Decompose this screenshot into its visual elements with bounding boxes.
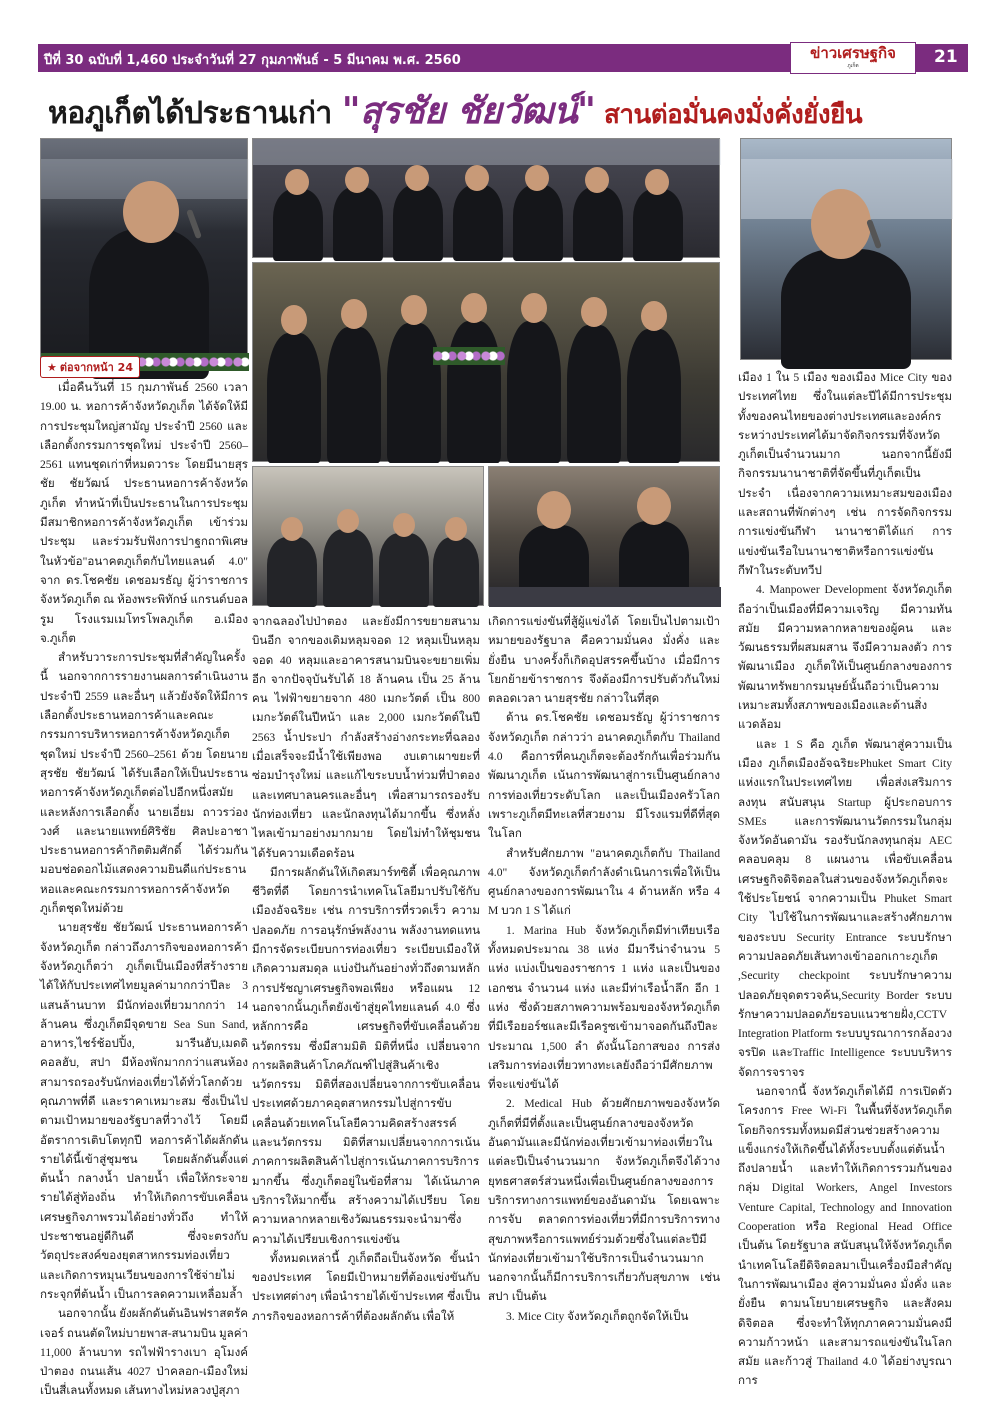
article-column-2 bbox=[252, 612, 480, 1368]
headline-part-1: หอภูเก็ตได้ประธานเก่า bbox=[48, 96, 342, 131]
page-number: 21 bbox=[934, 47, 958, 67]
paragraph: เกิดการแข่งขันที่สู้ผู้แข่งได้ โดยเป็นไปตามเป้าหมายของรัฐบาล คือความมั่นคง มั่งคั่ง และยั่งยืน บางครั้งก็เกิดอุปสรรคขึ้นบ้าง เมื่อมีการโยกย้ายข้าราชการ จึงต้องมีการปรับตัวกันใหม่ตลอดเวลา นายสุรชัย กล่าวในที่สุด bbox=[488, 615, 720, 706]
group-photo-middle bbox=[252, 262, 720, 462]
paragraph: นอกจากนั้น ยังผลักดันต้นอินฟราสตรัคเจอร์ ถนนตัดใหม่บายพาส-สนามบิน มูลค่า 11,000 ล้านบาท รถไฟฟ้ารางเบา อุโมงค์ป่าตอง ถนนเส้น 4027 ป่าคลอก-เมืองใหม่ เป็นสี่เลนทั้งหมด เส้นทางไหม่หลวงปู่สุภา bbox=[40, 1307, 248, 1398]
paragraph: จากฉลองไปป่าตอง และยังมีการขยายสนามบินอีก จากของเดิมหลุมจอด 12 หลุมเป็นหลุมจอด 40 หลุมและอาคารสนามบินจะขยายเพิ่มอีก จากปัจจุบันรับได้ 18 ล้านคน เป็น 25 ล้านคน ไฟฟ้าขยายจาก 480 เมกะวัตต์ เป็น 800 เมกะวัตต์ในปีหน้า และ 2,000 เมกะวัตต์ในปี 2563 น้ำประปา กำลังสร้างอ่างกระทะที่ฉลอง เมื่อเสร็จจะมีน้ำใช้เพียงพอ งบเตาเผาขยะที่ซ่อมบำรุงใหม่ และแก้ไขระบบน้ำท่วมที่ป่าตองและเทศบาลนครและอื่นๆ เพื่อสามารถรองรับนักท่องเที่ยว และนักลงทุนได้มากขึ้น ซึ่งหลั่งไหลเข้ามาอย่างมากมาย โดยไม่ทำให้ชุมชนได้รับความเดือดร้อน bbox=[252, 615, 480, 860]
paragraph: ทั้งหมดเหล่านี้ ภูเก็ตถือเป็นจังหวัด ขั้นนำของประเทศ โดยมีเป้าหมายที่ต้องแข่งขันกับประเทศต่างๆ เพื่อนำรายได้เข้าประเทศ ซึ่งเป็นภารกิจของหอการค้าที่ต้องผลักดัน เพื่อให้ bbox=[252, 1251, 480, 1323]
paragraph: 2. Medical Hub ด้วยศักยภาพของจังหวัดภูเก็ตที่มีที่ตั้งและเป็นศูนย์กลางของจังหวัดอันดามันและมีนักท่องเที่ยวเข้ามาท่องเที่ยวในแต่ละปีเป็นจำนวนมาก จังหวัดภูเก็ตจึงได้วางยุทธศาสตร์ส่วนหนึ่งเพื่อเป็นศูนย์กลางของการบริการทางการแพทย์ของอันดามัน โดยเฉพาะการจับ ตลาดการท่องเที่ยวที่มีการบริการทางสุขภาพหรือการแพทย์ร่วมด้วยซึ่งในแต่ละปีมีนักท่องเที่ยวเข้ามาใช้บริการเป็นจำนวนมาก นอกจากนั้นก็มีการบริการเกี่ยวกับสุขภาพ เช่น สปา เป็นต้น bbox=[488, 1097, 720, 1304]
paragraph: 4. Manpower Development จังหวัดภูเก็ตถือว่าเป็นเมืองที่มีความเจริญ มีความทันสมัย มีความหลากหลายของผู้คน และวัฒนธรรมที่ผสมผสาน จึงมีความลงตัว การพัฒนาเมือง ภูเก็ตให้เป็นศูนย์กลางของการพัฒนาทรัพยากรมนุษย์นั้นถือว่าเป็นความเหมาะสมทั้งสภาพของเมืองและด้านสิ่งแวดล้อม bbox=[738, 583, 952, 732]
headline bbox=[48, 82, 968, 130]
article-column-4 bbox=[738, 368, 952, 1388]
speaker-photo-left bbox=[40, 138, 248, 370]
paragraph: 3. Mice City จังหวัดภูเก็ตถูกจัดให้เป็น bbox=[506, 1309, 689, 1323]
masthead-sub: ภูเก็ต bbox=[847, 63, 859, 69]
continued-from-label: ต่อจากหน้า 24 bbox=[59, 361, 133, 374]
paragraph: นายสุรชัย ชัยวัฒน์ ประธานหอการค้าจังหวัดภูเก็ต กล่าวถึงภารกิจของหอการค้าจังหวัดภูเก็ตว่า ภูเก็ตเป็นเมืองที่สร้างรายได้ให้กับประเทศไทยมูลค่ามากกว่าปีละ 3 แสนล้านบาท มีนักท่องเที่ยวมากกว่า 14 ล้านคน ซึ่งภูเก็ตมีจุดขาย Sea Sun Sand, อาหาร,ไชร์ช้อปปิ้ง, มารีนฮับ,เมดดิคอลฮับ, สปา มีห้องพักมากกว่าแสนห้อง สามารถรองรับนักท่องเที่ยวได้ทั่วโลกด้วยคุณภาพที่ดี และราคาเหมาะสม ซึ่งเป็นไปตามเป้าหมายของรัฐบาลที่วางไว้ โดยมีอัตราการเติบโตทุกปี หอการค้าได้ผลักดันรายได้นี้เข้าสู่ชุมชน โดยผลักดันตั้งแต่ ต้นน้ำ กลางน้ำ ปลายน้ำ เพื่อให้กระจายรายได้สู่ท้องถิ่น ทำให้เกิดการขับเคลื่อนเศรษฐกิจภาพรวมได้อย่างทั่วถึง ทำให้ประชาชนอยู่ดีกินดี ซึ่งจะตรงกับวัตถุประสงค์ของยุตสาหกรรมท่องเที่ยว และเกิดการหมุนเวียนของการใช้จ่ายไม่กระจุกที่ต้นน้ำ เป็นการลดความเหลื่อมล้ำ bbox=[40, 921, 248, 1301]
speaker-photo-right bbox=[740, 138, 952, 360]
star-icon: ★ bbox=[47, 361, 57, 374]
paragraph: ด้าน ดร.โชคชัย เดชอมรธัญ ผู้ว่าราชการจังหวัดภูเก็ต กล่าวว่า อนาคตภูเก็ตกับ Thailand 4.0 คือการที่คนภูเก็ตจะต้องรักกันเพื่อร่วมกันพัฒนาภูเก็ต เน้นการพัฒนาสู่การเป็นศูนย์กลางการท่องเที่ยวระดับโลก และเป็นเมืองครัวโลกเพราะภูเก็ตมีทะเลที่สวยงาม มีโรงแรมที่ดีที่สุดในโลก bbox=[488, 711, 720, 841]
article-column-1 bbox=[40, 378, 248, 1398]
paragraph: 1. Marina Hub จังหวัดภูเก็ตมีท่าเทียบเรือทั้งหมดประมาณ 38 แห่ง มีมารีน่าจำนวน 5 แห่ง แบ่งเป็นของราชการ 1 แห่ง และเป็นของเอกชน จำนวน4 แห่ง และมีท่าเรือน้ำลึก อีก 1 แห่ง ซึ่งด้วยสภาพความพร้อมของจังหวัดภูเก็ตที่มีเรือยอร์ชและมีเรือครูซเข้ามาจอดกันถึงปีละ ประมาณ 1,500 ลำ ดังนั้นโอกาสของ การส่งเสริมการท่องเที่ยวทางทะเลยังถือว่ามีศักยภาพที่จะแข่งขันได้ bbox=[488, 923, 720, 1092]
headline-part-2: สานต่อมั่นคงมั่งคั่งยั่งยืน bbox=[595, 100, 863, 130]
paragraph: นอกจากนี้ จังหวัดภูเก็ตได้มี การเปิดตัวโครงการ Free Wi-Fi ในพื้นที่จังหวัดภูเก็ต โดยกิจกรรมทั้งหมดมีส่วนช่วยสร้างความแข็งแกร่งให้เกิดขึ้นได้ทั้งระบบตั้งแต่ต้นน้ำถึงปลายน้ำ และทำให้เกิดการรวมกันของกลุ่ม Digital Workers, Angel Investors Venture Capital, Technology and Innovation Cooperation หรือ Regional Head Office เป็นต้น โดยรัฐบาล สนับสนุนให้จังหวัดภูเก็ตนำเทคโนโลยีดิจิตอลมาเป็นเครื่องมือสำคัญในการพัฒนาเมือง สู่ความมั่นคง มั่งคั่ง และยั่งยืน ตามนโยบายเศรษฐกิจ และสังคมดิจิตอล ซึ่งจะทำให้ทุกภาคความมั่นคงมีความก้าวหน้า และสามารถแข่งขันในโลกสมัย และก้าวสู่ Thailand 4.0 ได้อย่างบูรณาการ bbox=[738, 1084, 952, 1388]
masthead-name: ข่าวเศรษฐกิจ bbox=[810, 44, 896, 62]
paragraph: เมื่อคืนวันที่ 15 กุมภาพันธ์ 2560 เวลา 19.00 น. หอการค้าจังหวัดภูเก็ต ได้จัดให้มีการประชุมใหญ่สามัญ ประจำปี 2560 และเลือกตั้งกรรมการชุดใหม่ ประจำปี 2560–2561 แทนชุดเก่าที่หมดวาระ โดยมีนายสุรชัย ชัยวัฒน์ ประธานหอการค้าจังหวัดภูเก็ต ทำหน้าที่เป็นประธานในการประชุม มีสมาชิกหอการค้าจังหวัดภูเก็ต เข้าร่วมประชุม และร่วมรับฟังการปาฐกถาพิเศษ ในหัวข้อ"อนาคตภูเก็ตกับไทยแลนด์ 4.0" จาก ดร.โชคชัย เดชอมรธัญ ผู้ว่าราชการจังหวัดภูเก็ต ณ ห้องพระพิทักษ์ แกรนด์บอลรูม โรงแรมเมโทรโพลภูเก็ต อ.เมือง จ.ภูเก็ต bbox=[40, 381, 248, 645]
paragraph: และ 1 S คือ ภูเก็ต พัฒนาสู่ความเป็นเมือง ภูเก็ตเมืองอัจฉริยะPhuket Smart City แห่งแรกในประเทศไทย เพื่อส่งเสริมการลงทุน สนับสนุน Startup ผู้ประกอบการ SMEs และการพัฒนานวัตกรรมในกลุ่มจังหวัดอันดามัน รองรับนักลงทุนกลุ่ม AEC คลอบคลุม 8 แผนงาน เพื่อขับเคลื่อนเศรษฐกิจดิจิตอลในส่วนของจังหวัดภูเก็ตจะใช้ประโยชน์ จากความเป็น Phuket Smart City ไปใช้ในการพัฒนาและสร้างศักยภาพของระบบ Security Entrance ระบบรักษาความปลอดภัยเส้นทางเข้าออกเกาะภูเก็ต ,Security checkpoint ระบบรักษาความปลอดภัยจุดตรวจค้น,Security Border ระบบรักษาความปลอดภัยรอบแนวชายฝั่ง,CCTV Integration Platform ระบบบูรณาการกล้องวงจรปิด และTraffic Intelligence ระบบบริหารจัดการจราจร bbox=[738, 737, 952, 1079]
paragraph: มีการผลักดันให้เกิดสมาร์ทซิตี้ เพื่อคุณภาพชีวิตที่ดี โดยการนำเทคโนโลยีมาปรับใช้กับเมืองอัจฉริยะ เช่น การบริการที่รวดเร็ว ความปลอดภัย การอนุรักษ์พลังงาน พลังงานทดแทน มีการจัดระเบียบการท่องเที่ยว ระเบียบเมืองให้เกิดความสมดุล แบ่งปันกันอย่างทั่วถึงตามหลักการปรัชญาเศรษฐกิจพอเพียง หรือแผน 12 นอกจากนั้นภูเก็ตยังเข้าสู่ยุคไทยแลนด์ 4.0 ซึ่งหลักการคือ เศรษฐกิจที่ขับเคลื่อนด้วยนวัตกรรม ซึ่งมีสามมิติ มิติที่หนึ่ง เปลี่ยนจากการผลิตสินค้าโภคภัณฑ์ไปสู่สินค้าเชิงนวัตกรรม มิติที่สองเปลี่ยนจากการขับเคลื่อนประเทศด้วยภาคอุตสาหกรรมไปสู่การขับเคลื่อนด้วยเทคโนโลยีความคิดสร้างสรรค์ และนวัตกรรม มิติที่สามเปลี่ยนจากการเน้นภาคการผลิตสินค้าไปสู่การเน้นภาคการบริการมากขึ้น ซึ่งภูเก็ตอยู่ในข้อที่สาม ได้เน้นภาคบริการให้มากขึ้น สร้างความได้เปรียบ โดยความหลากหลายเชิงวัฒนธรรมจะนำมาซึ่งความได้เปรียบเชิงการแข่งขัน bbox=[252, 865, 480, 1246]
article-column-3 bbox=[488, 612, 720, 1368]
issue-header-bar bbox=[38, 44, 968, 72]
paragraph: สำหรับศักยภาพ "อนาคตภูเก็ตกับ Thailand 4.0" จังหวัดภูเก็ตกำลังดำเนินการเพื่อให้เป็นศูนย์กลางของการพัฒนาใน 4 ด้านหลัก หรือ 4 M บวก 1 S ได้แก่ bbox=[488, 846, 720, 918]
paragraph: สำหรับวาระการประชุมที่สำคัญในครั้งนี้ นอกจากการรายงานผลการดำเนินงานประจำปี 2559 และอื่นๆ แล้วยังจัดให้มีการเลือกตั้งประธานหอการค้าและคณะกรรมการบริหารหอการค้าจังหวัดภูเก็ต ชุดใหม่ ประจำปี 2560–2561 ด้วย โดยนายสุรชัย ชัยวัฒน์ ได้รับเลือกให้เป็นประธานหอการค้าจังหวัดภูเก็ตต่อไปอีกหนึ่งสมัย และหลังการเลือกตั้ง นายเอี่ยม ถาวรว่องวงศ์ และนายแพทย์ศิริชัย ศิลปะอาชา ประธานหอการค้ากิตติมศักดิ์ ได้ร่วมกันมอบช่อดอกไม้แสดงความยินดีแก่ประธานหอและคณะกรรมการหอการค้าจังหวัดภูเก็ตชุดใหม่ด้วย bbox=[40, 651, 248, 916]
headline-name: "สุรชัย ชัยวัฒน์" bbox=[341, 90, 596, 132]
seated-guests-photo bbox=[488, 466, 720, 606]
paragraph: เมือง 1 ใน 5 เมือง ของเมือง Mice City ของประเทศไทย ซึ่งในแต่ละปีได้มีการประชุมทั้งของคนไทยของต่างประเทศและองค์กรระหว่างประเทศได้มาจัดกิจกรรมที่จังหวัดภูเก็ตเป็นจำนวนมาก นอกจากนี้ยังมีกิจกรรมนานาชาติที่จัดขึ้นที่ภูเก็ตเป็น ประจำ เนื่องจากความเหมาะสมของเมือง และสถานที่พักต่างๆ เช่น การจัดกิจกรรมการแข่งขันกีฬา นานาชาติได้แก่ การแข่งขันเรือใบนานาชาติหรือการแข่งขันกีฬาในระดับทวีป bbox=[738, 371, 952, 577]
audience-photo bbox=[252, 466, 484, 606]
group-photo-top bbox=[252, 138, 720, 258]
continued-from-tag bbox=[40, 356, 140, 378]
masthead-logo bbox=[790, 42, 916, 74]
issue-line: ปีที่ 30 ฉบับที่ 1,460 ประจำวันที่ 27 กุมภาพันธ์ - 5 มีนาคม พ.ศ. 2560 bbox=[44, 53, 461, 68]
